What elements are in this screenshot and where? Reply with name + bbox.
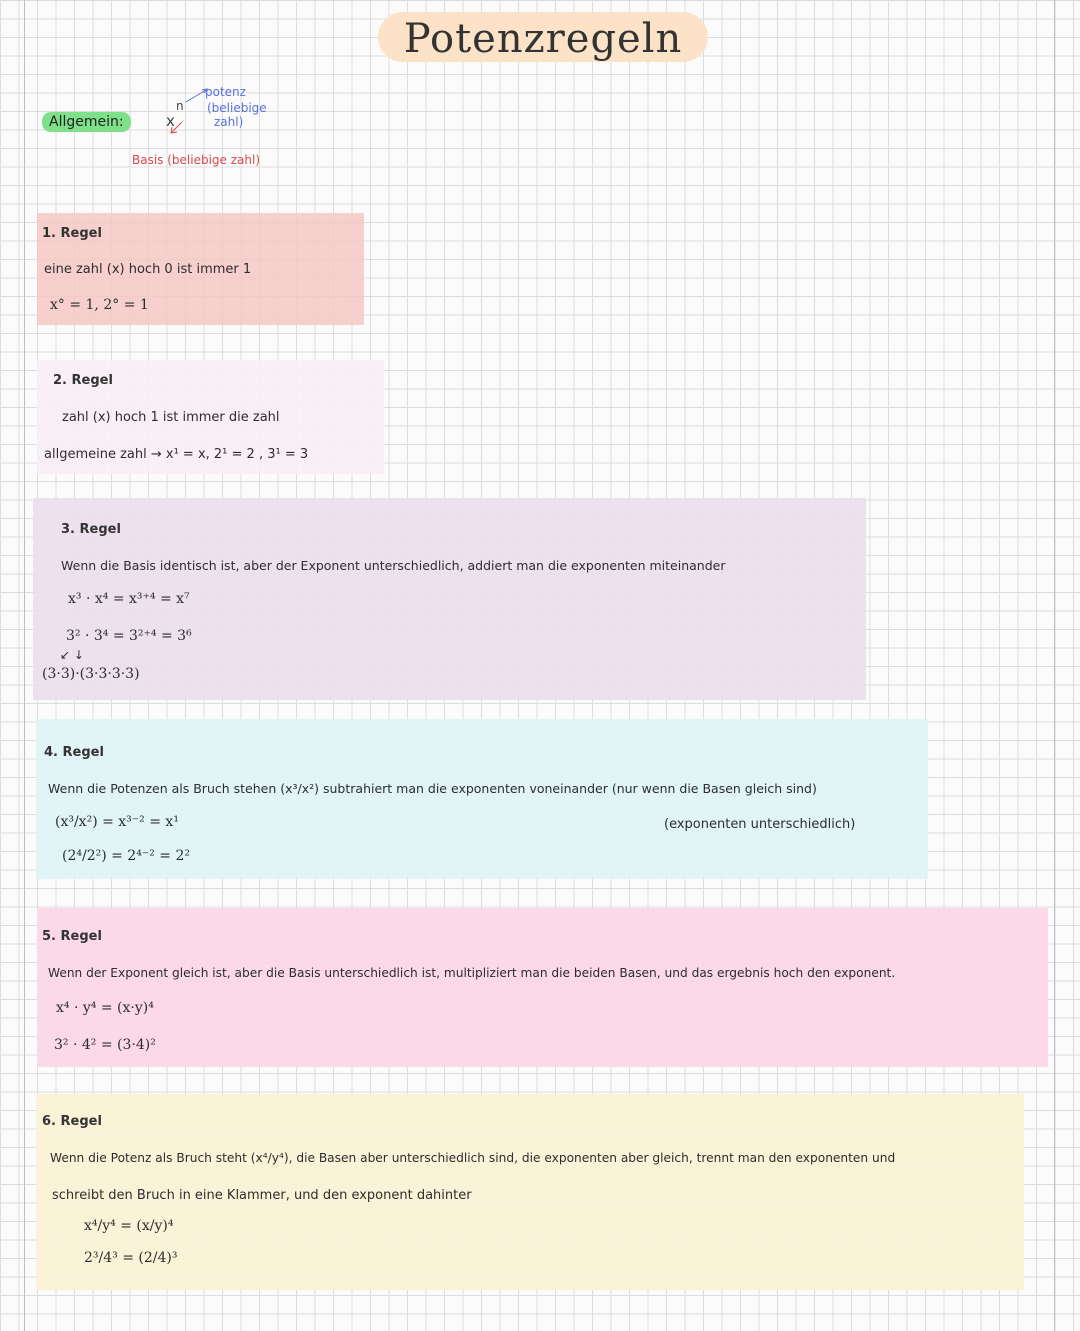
potenz-desc-line2: zahl): [214, 115, 244, 129]
rule-3-arrows: ↙ ↓: [60, 648, 84, 662]
rule-3-heading: 3. Regel: [61, 522, 121, 537]
potenz-desc-line1: (beliebige: [207, 101, 267, 115]
rule-2-example: allgemeine zahl → x¹ = x, 2¹ = 2 , 3¹ = 3: [44, 447, 309, 462]
rule-4-example-1: (x³/x²) = x³⁻² = x¹: [55, 814, 179, 830]
rule-4-heading: 4. Regel: [44, 745, 104, 760]
rule-2-heading: 2. Regel: [53, 373, 113, 388]
allgemein-label: Allgemein:: [42, 112, 131, 132]
rule-6-heading: 6. Regel: [42, 1114, 102, 1129]
rule-5-text: Wenn der Exponent gleich ist, aber die Basis unterschiedlich ist, multipliziert man die beiden Basen, und das ergebnis hoch den exponent.: [48, 966, 896, 980]
rule-5-heading: 5. Regel: [42, 929, 102, 944]
rule-3-expansion: (3·3)·(3·3·3·3): [42, 666, 140, 682]
basis-label: Basis (beliebige zahl): [132, 153, 261, 167]
title-highlight: [378, 12, 708, 62]
rule-5-example-1: x⁴ · y⁴ = (x·y)⁴: [56, 1000, 154, 1016]
rule-1-heading: 1. Regel: [42, 226, 102, 241]
rule-3-example-1: x³ · x⁴ = x³⁺⁴ = x⁷: [68, 591, 190, 607]
rule-6-example-1: x⁴/y⁴ = (x/y)⁴: [84, 1218, 174, 1234]
rule-4-note: (exponenten unterschiedlich): [664, 817, 856, 832]
rule-4-text: Wenn die Potenzen als Bruch stehen (x³/x²) subtrahiert man die exponenten voneinander (nur wenn die Basen gleich sind): [48, 781, 817, 796]
page-margin-right: [1054, 0, 1055, 1331]
rule-2-text: zahl (x) hoch 1 ist immer die zahl: [62, 410, 280, 425]
rule-6-example-2: 2³/4³ = (2/4)³: [84, 1250, 178, 1266]
rule-6-text-1: Wenn die Potenz als Bruch steht (x⁴/y⁴), die Basen aber unterschiedlich sind, die exponenten aber gleich, trennt man den exponenten und: [50, 1151, 896, 1165]
rule-3-text: Wenn die Basis identisch ist, aber der Exponent unterschiedlich, addiert man die exponenten miteinander: [61, 558, 726, 573]
page-margin-left: [24, 0, 25, 1331]
exponent-n: n: [176, 99, 184, 113]
rule-3-example-2: 3² · 3⁴ = 3²⁺⁴ = 3⁶: [66, 628, 192, 644]
rule-1-example: x° = 1, 2° = 1: [50, 297, 149, 313]
base-x: x: [166, 112, 175, 130]
rule-4-example-2: (2⁴/2²) = 2⁴⁻² = 2²: [62, 848, 190, 864]
rule-6-text-2: schreibt den Bruch in eine Klammer, und den exponent dahinter: [52, 1188, 472, 1203]
page-title: Potenzregeln: [403, 16, 683, 62]
rule-1-text: eine zahl (x) hoch 0 ist immer 1: [44, 262, 252, 277]
rule-5-card: [37, 908, 1048, 1067]
rule-5-example-2: 3² · 4² = (3·4)²: [54, 1037, 156, 1053]
potenz-label: potenz: [205, 85, 246, 99]
